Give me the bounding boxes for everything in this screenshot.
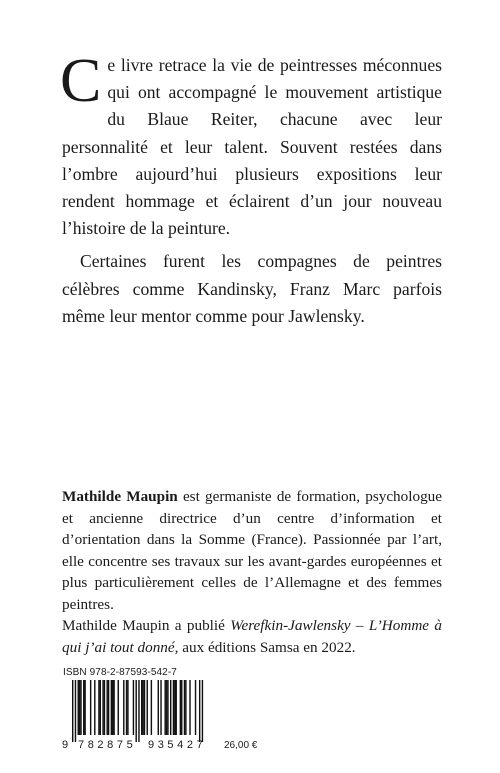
blurb-paragraph-1-text: e livre retrace la vie de peintresses méconnues qui ont accompagné le mouvement artistique du Blaue Reiter, chacune avec leur personnalité et leur talent. Souvent restées dans l’ombre aujourd’hui plusieurs expositions leur rendent hommage et éclairent d’un jour nouveau l’histoire de la peinture. — [62, 55, 442, 239]
barcode-bar — [158, 680, 159, 735]
barcode-bar — [160, 680, 161, 735]
barcode-guard-bar — [202, 680, 203, 742]
price-label: 26,00 € — [224, 740, 258, 751]
barcode-bar — [112, 680, 113, 735]
barcode-digits-right: 935427 — [148, 739, 207, 751]
barcode-bar — [94, 680, 95, 735]
barcode-bar — [185, 680, 186, 735]
author-bio-text: est germaniste de formation, psychologue et ancienne directrice d’un centre d’information et d’orientation dans la Somme (France). Passionnée par l’art, elle concentre ses travaux sur les avant-gardes européennes et plus particulièrement celles de l’Allemagne et des femmes peintres. — [62, 488, 442, 613]
barcode-image — [70, 680, 207, 746]
barcode-bar — [144, 680, 145, 735]
barcode-bar — [127, 680, 128, 735]
blurb-paragraph-1 — [60, 47, 442, 242]
barcode-bar — [83, 680, 84, 735]
publication-title: Werefkin-Jawlensky – L’Homme à qui j’ai tout donné, — [62, 617, 442, 656]
barcode-bar — [104, 680, 105, 735]
barcode-bar — [98, 680, 99, 735]
barcode-digit-first: 9 — [62, 739, 69, 751]
barcode-bar — [173, 680, 174, 735]
barcode-bar — [195, 680, 196, 735]
barcode-digits-left: 782875 — [78, 739, 137, 751]
barcode-bar — [147, 680, 148, 735]
barcode-bar — [176, 680, 177, 735]
barcode-bar — [174, 680, 175, 735]
barcode-bar — [141, 680, 142, 735]
blurb-paragraph-2: Certaines furent les compagnes de peintres célèbres comme Kandinsky, Franz Marc parfois même leur mentor comme pour Jawlensky. — [62, 251, 442, 326]
isbn-label: ISBN 978-2-87593-542-7 — [63, 667, 177, 678]
author-bio-paragraph — [62, 486, 442, 615]
barcode-bar — [181, 680, 182, 735]
barcode-bar — [84, 680, 85, 735]
barcode-guard-bar — [75, 680, 76, 742]
barcode-bar — [102, 680, 103, 735]
barcode-bar — [180, 680, 181, 735]
barcode-bar — [118, 680, 119, 735]
barcode-bar — [111, 680, 112, 735]
barcode-guard-bar — [138, 680, 139, 742]
barcode-bar — [113, 680, 114, 735]
drop-cap: C — [60, 47, 102, 115]
author-name: Mathilde Maupin — [62, 488, 178, 505]
barcode-bar — [78, 680, 79, 735]
barcode-bar — [164, 680, 165, 735]
barcode-bar — [100, 680, 101, 735]
barcode-bar — [108, 680, 109, 735]
barcode-bar — [170, 680, 171, 735]
barcode-guard-bar — [135, 680, 136, 742]
barcode-guard-bar — [199, 680, 200, 742]
barcode-bar — [184, 680, 185, 735]
barcode-bar — [107, 680, 108, 735]
barcode-bar — [90, 680, 91, 735]
barcode-bar — [79, 680, 80, 735]
author-publication — [62, 615, 442, 658]
barcode-bar — [189, 680, 190, 735]
barcode-bar — [167, 680, 168, 735]
publication-suffix: aux éditions Samsa en 2022. — [178, 638, 356, 656]
barcode-bar — [166, 680, 167, 735]
barcode-bar — [142, 680, 143, 735]
author-bio — [62, 486, 442, 658]
barcode-bar — [151, 680, 152, 735]
barcode-bar — [123, 680, 124, 735]
barcode-guard-bar — [72, 680, 73, 742]
barcode-bar — [126, 680, 127, 735]
barcode-bar — [80, 680, 81, 735]
publication-prefix: Mathilde Maupin a publié — [62, 617, 231, 634]
barcode-bar — [133, 680, 134, 735]
back-cover-blurb — [60, 47, 442, 330]
